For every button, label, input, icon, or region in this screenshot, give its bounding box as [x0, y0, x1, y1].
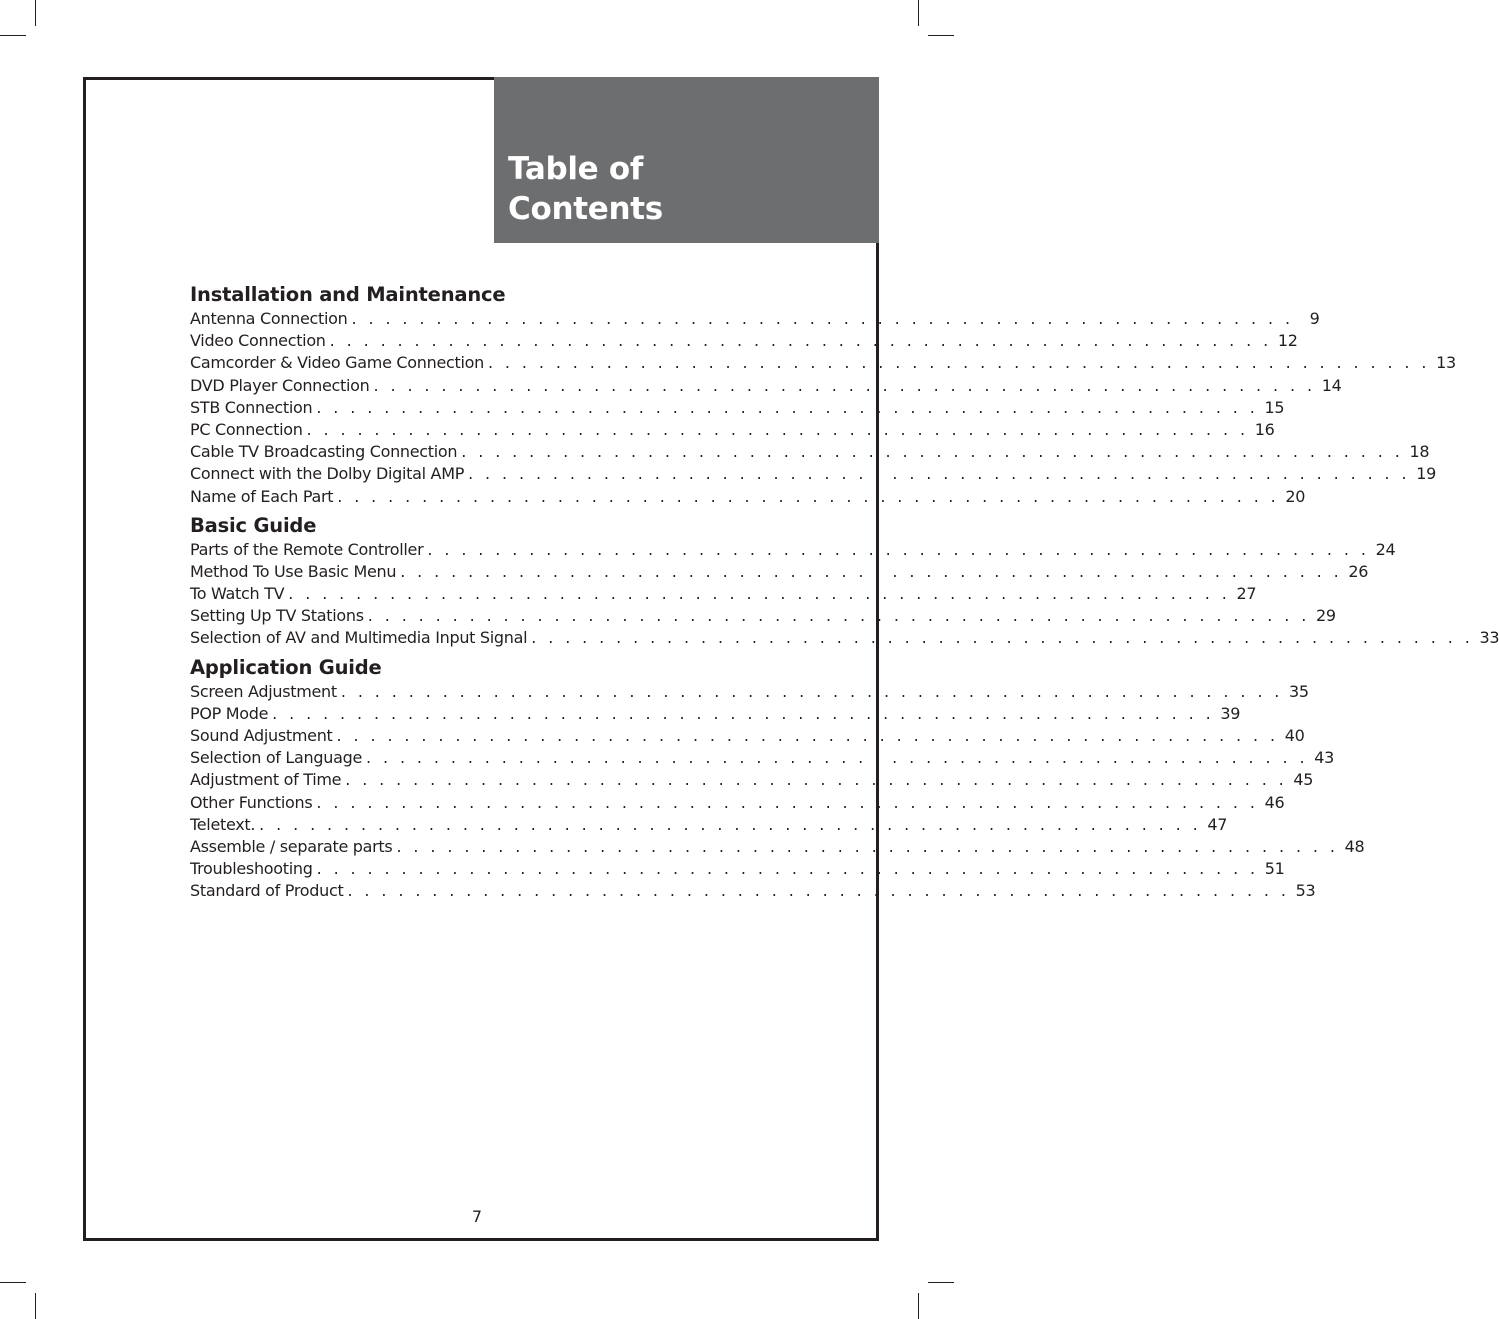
dot-leader: . . . . . . . . . . . . . . . . . . . . . . . . . . . . . . . . . . . . . . . . . . . . . . . . . . . . . . . . — [329, 331, 1272, 351]
toc-entry-label: Screen Adjustment — [190, 681, 337, 701]
toc-entry[interactable] — [190, 725, 1305, 747]
toc-section — [190, 513, 1499, 650]
crop-mark-top-right-vertical — [918, 0, 919, 26]
toc-entry-page: 33 — [1479, 628, 1499, 648]
crop-mark-bottom-left-vertical — [35, 1293, 36, 1319]
toc-entry[interactable] — [190, 539, 1396, 561]
toc-entry-label: Camcorder & Video Game Connection — [190, 353, 484, 373]
toc-entry-page: 16 — [1254, 419, 1275, 439]
crop-mark-bottom-right-vertical — [918, 1293, 919, 1319]
toc-entry-page: 15 — [1264, 397, 1285, 417]
dot-leader: . . . . . . . . . . . . . . . . . . . . . . . . . . . . . . . . . . . . . . . . . . . . . . . . . . . . . . . . — [340, 681, 1283, 701]
toc-entry-page: 19 — [1416, 464, 1437, 484]
toc-entry-page: 24 — [1375, 539, 1396, 559]
dot-leader: . . . . . . . . . . . . . . . . . . . . . . . . . . . . . . . . . . . . . . . . . . . . . . . . . . . . . . . . — [336, 726, 1279, 745]
crop-mark-top-left-vertical — [35, 0, 36, 26]
dot-leader: . . . . . . . . . . . . . . . . . . . . . . . . . . . . . . . . . . . . . . . . . . . . . . . . . . . . . . . . — [316, 397, 1259, 417]
toc-entry-label: Selection of AV and Multimedia Input Signal — [190, 628, 528, 648]
toc-entry[interactable] — [190, 769, 1314, 791]
toc-entry[interactable] — [190, 419, 1275, 441]
toc-entry[interactable] — [190, 308, 1320, 330]
dot-leader: . . . . . . . . . . . . . . . . . . . . . . . . . . . . . . . . . . . . . . . . . . . . . . . . . . . . . . . . — [366, 748, 1308, 768]
dot-leader: . . . . . . . . . . . . . . . . . . . . . . . . . . . . . . . . . . . . . . . . . . . . . . . . . . . . . . . . — [316, 792, 1259, 812]
crop-mark-bottom-left-horizontal — [0, 1282, 26, 1283]
toc-entry-page: 18 — [1409, 442, 1430, 462]
toc-entry[interactable] — [190, 681, 1309, 703]
toc-entry-label: Standard of Product — [190, 881, 344, 901]
toc-entry-label: Setting Up TV Stations — [190, 606, 364, 626]
toc-section — [190, 282, 1456, 508]
toc-entry-page: 40 — [1284, 726, 1305, 745]
toc-entry-label: Sound Adjustment — [190, 726, 333, 745]
toc-entry[interactable] — [190, 352, 1456, 374]
dot-leader: . . . . . . . . . . . . . . . . . . . . . . . . . . . . . . . . . . . . . . . . . . . . . . . . . . . . . . . . — [468, 464, 1411, 484]
toc-entry-page: 48 — [1344, 836, 1365, 856]
toc-entry[interactable] — [190, 583, 1257, 605]
title-banner — [494, 77, 879, 243]
crop-mark-top-right-horizontal — [928, 35, 954, 36]
toc-entry[interactable] — [190, 703, 1241, 725]
section-title: Basic Guide — [190, 513, 317, 537]
toc-entry[interactable] — [190, 375, 1342, 397]
toc-entry[interactable] — [190, 627, 1499, 649]
toc-entry-page: 20 — [1285, 486, 1306, 506]
toc-entry[interactable] — [190, 605, 1336, 627]
toc-entry-label: PC Connection — [190, 419, 303, 439]
toc-entry-page: 35 — [1289, 681, 1309, 701]
toc-entry[interactable] — [190, 880, 1316, 902]
toc-entry[interactable] — [190, 441, 1430, 463]
toc-entry[interactable] — [190, 330, 1298, 352]
toc-entry-label: Connect with the Dolby Digital AMP — [190, 464, 465, 484]
dot-leader: . . . . . . . . . . . . . . . . . . . . . . . . . . . . . . . . . . . . . . . . . . . . . . . . . . . . . . . . — [351, 309, 1294, 328]
toc-entry-label: Antenna Connection — [190, 309, 348, 328]
toc-entry-label: DVD Player Connection — [190, 375, 370, 395]
toc-section — [190, 655, 1365, 903]
toc-entry[interactable] — [190, 792, 1285, 814]
toc-entry-label: Parts of the Remote Controller — [190, 539, 424, 559]
dot-leader: . . . . . . . . . . . . . . . . . . . . . . . . . . . . . . . . . . . . . . . . . . . . . . . . . . . . . . . . — [487, 353, 1430, 373]
toc-entry-label: STB Connection — [190, 397, 313, 417]
toc-entry[interactable] — [190, 397, 1285, 419]
crop-mark-top-left-horizontal — [0, 35, 26, 36]
dot-leader: . . . . . . . . . . . . . . . . . . . . . . . . . . . . . . . . . . . . . . . . . . . . . . . . . . . . . . . . — [316, 859, 1259, 879]
toc-entry-label: Video Connection — [190, 331, 326, 351]
toc-entry-label: Name of Each Part — [190, 486, 334, 506]
crop-mark-bottom-right-horizontal — [928, 1282, 954, 1283]
toc-entry-label: Cable TV Broadcasting Connection — [190, 442, 458, 462]
dot-leader: . . . . . . . . . . . . . . . . . . . . . . . . . . . . . . . . . . . . . . . . . . . . . . . . . . . . . . . . — [306, 419, 1249, 439]
dot-leader: . . . . . . . . . . . . . . . . . . . . . . . . . . . . . . . . . . . . . . . . . . . . . . . . . . . . . . . . — [367, 606, 1310, 626]
dot-leader: . . . . . . . . . . . . . . . . . . . . . . . . . . . . . . . . . . . . . . . . . . . . . . . . . . . . . . . . — [347, 881, 1290, 901]
toc-entry[interactable] — [190, 747, 1334, 769]
toc-entry-label: Other Functions — [190, 792, 313, 812]
toc-entry-page: 45 — [1293, 770, 1314, 790]
toc-entry-label: Assemble / separate parts — [190, 836, 393, 856]
toc-entry-page: 29 — [1315, 606, 1336, 626]
toc-entry[interactable] — [190, 858, 1285, 880]
toc-entry[interactable] — [190, 486, 1306, 508]
toc-entry-page: 27 — [1236, 584, 1257, 604]
toc-entry-page: 9 — [1309, 309, 1320, 328]
toc-entry-page: 14 — [1321, 375, 1342, 395]
toc-entry[interactable] — [190, 463, 1437, 485]
dot-leader: . . . . . . . . . . . . . . . . . . . . . . . . . . . . . . . . . . . . . . . . . . . . . . . . . . . . . . . . — [427, 539, 1370, 559]
toc-entry-page: 47 — [1207, 814, 1228, 834]
dot-leader: . . . . . . . . . . . . . . . . . . . . . . . . . . . . . . . . . . . . . . . . . . . . . . . . . . . . . . . . — [272, 703, 1215, 723]
toc-entry[interactable] — [190, 836, 1365, 858]
toc-entry-page: 13 — [1436, 353, 1456, 373]
toc-entry-page: 26 — [1348, 561, 1369, 581]
dot-leader: . . . . . . . . . . . . . . . . . . . . . . . . . . . . . . . . . . . . . . . . . . . . . . . . . . . . . . . . — [531, 628, 1474, 648]
table-of-contents — [190, 282, 1499, 908]
toc-entry-page: 51 — [1264, 859, 1285, 879]
section-title: Application Guide — [190, 655, 382, 679]
page-number: 7 — [471, 1207, 483, 1226]
toc-entry-label: Teletext. — [190, 814, 256, 834]
toc-entry[interactable] — [190, 561, 1369, 583]
toc-entry-label: Method To Use Basic Menu — [190, 561, 397, 581]
section-title: Installation and Maintenance — [190, 283, 506, 306]
dot-leader: . . . . . . . . . . . . . . . . . . . . . . . . . . . . . . . . . . . . . . . . . . . . . . . . . . . . . . . . — [337, 486, 1280, 506]
dot-leader: . . . . . . . . . . . . . . . . . . . . . . . . . . . . . . . . . . . . . . . . . . . . . . . . . . . . . . . . — [259, 814, 1202, 834]
toc-entry-page: 12 — [1277, 331, 1298, 351]
dot-leader: . . . . . . . . . . . . . . . . . . . . . . . . . . . . . . . . . . . . . . . . . . . . . . . . . . . . . . . . — [345, 770, 1288, 790]
toc-entry-label: Adjustment of Time — [190, 770, 342, 790]
toc-entry-page: 43 — [1314, 748, 1334, 768]
toc-entry-page: 39 — [1220, 703, 1241, 723]
toc-entry-label: POP Mode — [190, 703, 269, 723]
dot-leader: . . . . . . . . . . . . . . . . . . . . . . . . . . . . . . . . . . . . . . . . . . . . . . . . . . . . . . . . — [373, 375, 1316, 395]
toc-entry-label: Troubleshooting — [190, 859, 313, 879]
dot-leader: . . . . . . . . . . . . . . . . . . . . . . . . . . . . . . . . . . . . . . . . . . . . . . . . . . . . . . . . — [461, 442, 1404, 462]
toc-entry-page: 53 — [1295, 881, 1316, 901]
toc-entry-label: To Watch TV — [190, 584, 285, 604]
toc-entry[interactable] — [190, 814, 1228, 836]
dot-leader: . . . . . . . . . . . . . . . . . . . . . . . . . . . . . . . . . . . . . . . . . . . . . . . . . . . . . . . . — [400, 561, 1343, 581]
page-title: Table of Contents — [508, 151, 663, 227]
toc-entry-label: Selection of Language — [190, 748, 362, 768]
dot-leader: . . . . . . . . . . . . . . . . . . . . . . . . . . . . . . . . . . . . . . . . . . . . . . . . . . . . . . . . — [288, 584, 1231, 604]
dot-leader: . . . . . . . . . . . . . . . . . . . . . . . . . . . . . . . . . . . . . . . . . . . . . . . . . . . . . . . . — [396, 836, 1339, 856]
toc-entry-page: 46 — [1264, 792, 1285, 812]
